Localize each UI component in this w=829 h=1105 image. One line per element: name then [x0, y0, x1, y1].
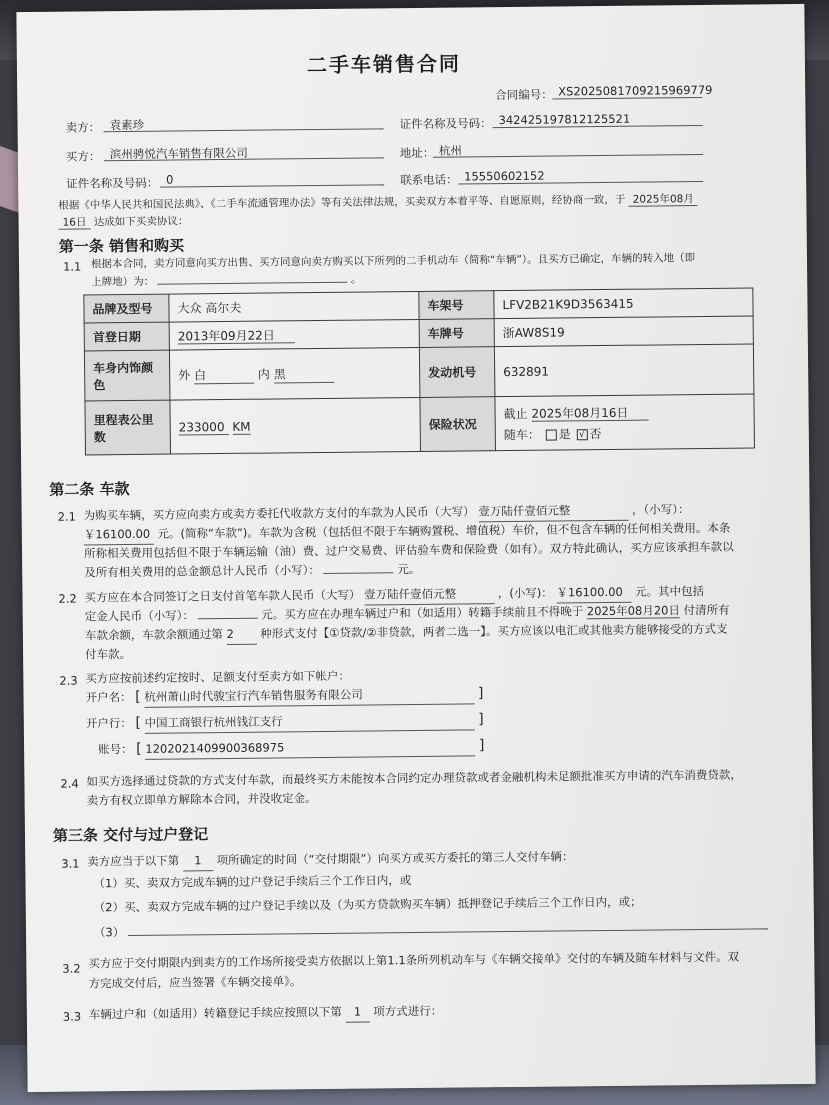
buyer-addr-value: 杭州 — [433, 140, 703, 158]
buyer-addr-label: 地址： — [399, 145, 435, 161]
clause-2-1-text-b: ，（小写）： — [631, 502, 690, 517]
clause-1-1-text: 根据本合同，卖方同意向买方出售、买方同意向卖方购买以下所列的二手机动车（简称“车辆”）。且买方已确定，车辆的转入地（即 — [90, 252, 696, 271]
clause-3-1-text: 卖方应当于以下第 — [87, 853, 180, 869]
buyer-phone-label: 联系电话： — [400, 172, 458, 188]
delivery-option-3: （3） — [93, 925, 125, 940]
bracket-right: ] — [477, 685, 484, 702]
clause-3-1-text-b: 项所确定的时间（“交付期限”）向买方或买方委托的第三人交付车辆： — [216, 849, 574, 868]
buyer-id-value: 0 — [160, 170, 384, 187]
first-payment-lower: ￥16100.00 — [556, 583, 631, 604]
plate-value: 浙AW8S19 — [494, 316, 753, 347]
checkbox-no-label: 否 — [589, 426, 602, 441]
bracket-right: ] — [478, 711, 484, 728]
buyer-phone-value: 15550602152 — [458, 167, 703, 185]
bank-value: 中国工商银行杭州钱江支行 — [145, 710, 475, 733]
payment-method-number: 2 — [226, 625, 256, 645]
clause-2-2-text-e: 元。买方应在办理车辆过户和（如适用）转籍手续前且不得晚于 — [261, 604, 584, 622]
clause-2-2-text-c: 元。其中包括 — [635, 583, 705, 599]
clause-1-1-end: 。 — [350, 273, 362, 286]
clause-number: 3.1 — [61, 856, 80, 871]
table-row — [85, 394, 755, 455]
brand-value: 大众 高尔夫 — [169, 291, 419, 322]
clause-number: 2.1 — [57, 509, 77, 524]
engine-value: 632891 — [494, 344, 754, 397]
clause-2-2-text-d: 定金人民币（小写）： — [84, 608, 195, 624]
insurance-follow-label: 随车： — [503, 427, 540, 442]
insurance-deadline-label: 截止 — [503, 406, 528, 421]
transfer-option-number: 1 — [345, 1003, 369, 1023]
clause-2-1-text: 为购买车辆，买方应向卖方或卖方委托代收款方支付的车款为人民币（大写） — [83, 504, 475, 523]
table-row — [84, 344, 753, 401]
bracket-right: ] — [478, 737, 485, 754]
clause-1-1-text-2: 上牌地）为： — [91, 275, 155, 289]
clause-2-4-text-b: 卖方有权立即单方解除本合同，并没收定金。 — [86, 791, 317, 808]
reg-date-label: 首登日期 — [84, 322, 169, 351]
seller-label: 卖方： — [65, 120, 101, 135]
mileage-unit: KM — [232, 419, 251, 434]
account-number-label: 账号： — [98, 741, 133, 757]
bracket-left: [ — [135, 714, 142, 731]
vehicle-info-table — [83, 287, 755, 455]
mileage-label: 里程表公里数 — [85, 400, 171, 455]
clause-2-2-text-b: ，(小写)： — [497, 585, 553, 601]
engine-label: 发动机号 — [419, 347, 495, 398]
clause-number: 1.1 — [62, 259, 82, 274]
clause-3-3-text: 车辆过户和（如适用）转籍登记手续应按照以下第 — [88, 1004, 342, 1022]
color-interior-value: 黑 — [274, 364, 334, 383]
clause-2-2-text: 买方应在本合同签订之日支付首笔车款人民币（大写） — [84, 587, 361, 605]
clause-number: 2.4 — [60, 776, 79, 791]
buyer-label: 买方： — [65, 149, 101, 164]
clause-2-3-text: 买方应按前述约定按时、足额支付至卖方如下帐户： — [85, 668, 350, 686]
total-blank — [324, 561, 394, 574]
delivery-option-3-blank — [128, 917, 768, 936]
account-number-value: 1202021409900368975 — [145, 736, 475, 759]
insurance-label: 保险状况 — [420, 397, 496, 452]
preamble-text-2: 达成如下买卖协议： — [93, 215, 189, 229]
seller-id-label: 证件名称及号码： — [399, 116, 492, 132]
buyer-name: 滨州骋悦汽车销售有限公司 — [104, 143, 384, 161]
deposit-blank — [198, 607, 258, 620]
color-exterior-value: 白 — [194, 365, 254, 384]
seller-name: 袁素珍 — [103, 114, 383, 132]
seller-id-value: 342425197812125521 — [492, 111, 702, 128]
checkbox-no-checked[interactable] — [576, 429, 587, 440]
clause-number: 3.3 — [62, 1009, 82, 1024]
preamble-text: 根据《中华人民共和国民法典》、《二手车流通管理办法》等有关法律法规，买卖双方本着平等、自愿原则，经协商一致，于 — [58, 193, 626, 212]
clause-3-3-text-b: 项方式进行： — [373, 1003, 443, 1019]
clause-2-2-text-h: 种形式支付【①贷款/②非贷款，两者二选一】。买方应该以电汇或其他卖方能够接受的方式支 — [260, 621, 728, 641]
contract-no-value: XS2025081709215969779 — [552, 83, 702, 100]
vin-label: 车架号 — [419, 291, 494, 320]
price-upper: 壹万陆仟壹佰元整 — [478, 501, 628, 523]
clause-number: 3.2 — [62, 961, 81, 976]
contract-page — [16, 4, 815, 1092]
insurance-deadline-value: 2025年08月16日 — [531, 405, 648, 421]
balance-due-date: 2025年08月20日 — [586, 603, 681, 619]
clause-2-4-text: 如买方选择通过贷款的方式支付车款，而最终买方未能按本合同约定办理贷款或者金融机构未足额批准买方申请的汽车消费贷款， — [86, 767, 742, 789]
clause-number: 2.3 — [59, 673, 78, 688]
clause-3-2-text: 买方应于交付期限内到卖方的工作场所接受卖方依据以上第1.1条所列机动车与《车辆交接单》交付的车辆及随车材料与文件。双 — [88, 949, 740, 971]
plate-label: 车牌号 — [419, 319, 494, 348]
clause-2-1-text-d: 所称相关费用包括但不限于车辆运输（油）费、过户交易费、评估验车费和保险费（如有）。双方特此确认，买方应该承担车款以 — [83, 539, 734, 561]
bank-label: 开户行： — [85, 715, 132, 731]
transfer-location-blank — [157, 271, 347, 285]
account-holder-value: 杭州萧山时代骏宝行汽车销售服务有限公司 — [144, 684, 474, 707]
delivery-option-2: （2）买、卖双方完成车辆的过户登记手续以及（为买方贷款购买车辆）抵押登记手续后三个工作日内，或； — [93, 894, 642, 915]
checkbox-yes[interactable] — [546, 429, 557, 440]
contract-no-label: 合同编号： — [495, 87, 553, 103]
clause-2-2-text-f: 付清所有 — [683, 602, 730, 618]
delivery-option-1: （1）买、卖双方完成车辆的过户登记手续后三个工作日内，或 — [93, 873, 412, 891]
price-lower: ￥16100.00 — [84, 525, 154, 546]
vin-value: LFV2B21K9D3563415 — [494, 288, 753, 319]
mileage-value: 233000 — [179, 419, 229, 435]
buyer-id-label: 证件名称及号码： — [66, 175, 159, 191]
first-payment-upper: 壹万陆仟壹佰元整 — [364, 584, 494, 605]
clause-2-2-text-i: 付车款。 — [85, 646, 132, 662]
color-exterior-label: 外 — [178, 367, 191, 382]
bracket-left: [ — [135, 688, 141, 705]
clause-2-1-text-c: 元。(简称“车款”)。车款为含税（包括但不限于车辆购置税、增值税）车价，但不包含车辆的任何相关费用。本条 — [157, 520, 731, 541]
clause-2-2-text-g: 车款余额，车款余额通过第 — [84, 627, 223, 643]
color-interior-label: 内 — [257, 367, 270, 382]
account-holder-label: 开户名： — [85, 689, 132, 705]
preamble-date-b: 16日 — [59, 216, 91, 229]
clause-3-2-text-b: 方完成交付后，应当签署《车辆交接单》。 — [88, 974, 302, 991]
section-2-title: 第二条 车款 — [49, 479, 130, 499]
preamble-date-a: 2025年08月 — [629, 193, 698, 207]
color-label: 车身内饰颜色 — [84, 350, 170, 401]
section-1-title: 第一条 销售和购买 — [58, 236, 185, 256]
brand-label: 品牌及型号 — [84, 294, 169, 323]
section-3-title: 第三条 交付与过户登记 — [52, 825, 209, 845]
clause-2-1-text-f: 元。 — [397, 561, 421, 577]
clause-number: 2.2 — [58, 591, 77, 606]
checkbox-yes-label: 是 — [558, 426, 571, 441]
document-title: 二手车销售合同 — [306, 51, 462, 78]
clause-2-1-text-e: 及所有相关费用的总金额总计人民币（小写）： — [84, 563, 321, 580]
bracket-left: [ — [136, 740, 142, 757]
reg-date-value: 2013年09月22日 — [178, 328, 295, 344]
delivery-option-number: 1 — [183, 851, 213, 871]
